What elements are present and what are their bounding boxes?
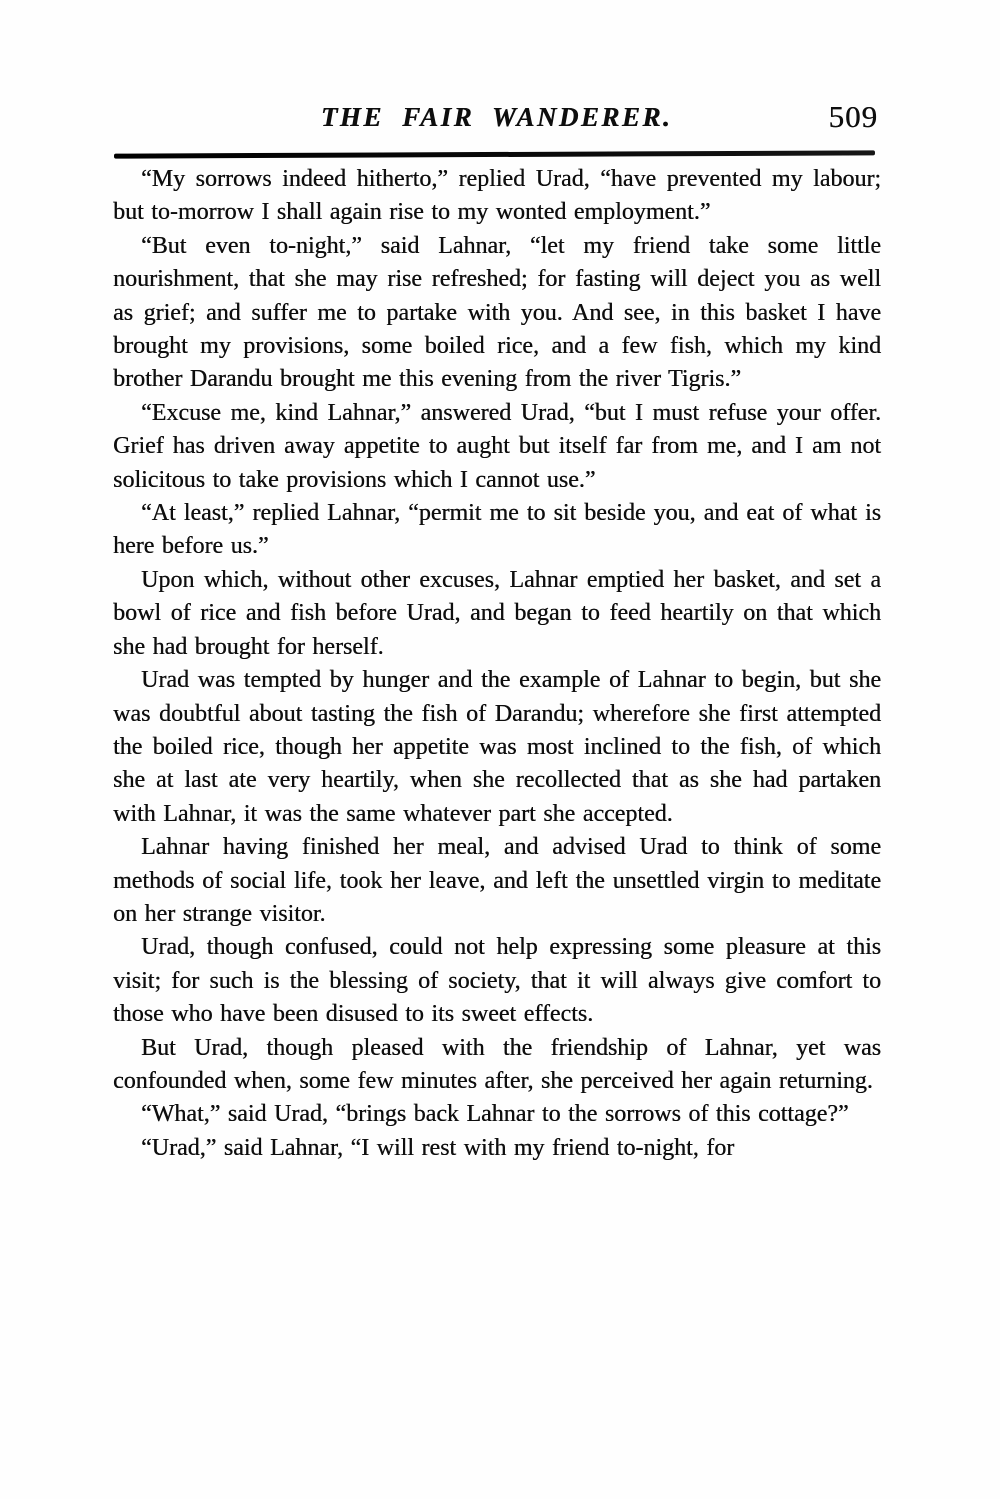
paragraph: Lahnar having finished her meal, and advised Urad to think of some methods of social life, took her leave, and left the unsettled virgin to meditate on her strange visitor. — [113, 834, 881, 927]
paragraph: But Urad, though pleased with the friendship of Lahnar, yet was confounded when, some few minutes after, she perceived her again returning. — [113, 1034, 881, 1094]
page-number: 509 — [828, 99, 878, 134]
paragraph: “My sorrows indeed hitherto,” replied Urad, “have prevented my labour; but to-morrow I shall again rise to my wonted employment.” — [113, 166, 881, 226]
page-body-text — [113, 163, 881, 1165]
paragraph: Urad, though confused, could not help expressing some pleasure at this visit; for such is the blessing of society, that it will always give comfort to those who have been disused to its sweet effects. — [113, 934, 881, 1028]
paragraph: “What,” said Urad, “brings back Lahnar to the sorrows of this cottage?” — [141, 1101, 849, 1128]
paragraph: Upon which, without other excuses, Lahnar emptied her basket, and set a bowl of rice and fish before Urad, and began to feed heartily on that which she had brought for herself. — [113, 566, 881, 660]
paragraph: “But even to-night,” said Lahnar, “let my friend take some little nourishment, that she may rise refreshed; for fasting will deject you as well as grief; and suffer me to partake with you. And see, in this basket I have brought my provisions, some boiled rice, and a few fish, which my kind brother Darandu brought me this evening from the river Tigris.” — [113, 232, 881, 393]
header-rule — [114, 150, 875, 158]
paragraph: “Urad,” said Lahnar, “I will rest with my friend to-night, for — [141, 1134, 735, 1161]
paragraph: “At least,” replied Lahnar, “permit me to sit beside you, and eat of what is here before us.” — [113, 500, 881, 560]
paragraph: Urad was tempted by hunger and the example of Lahnar to begin, but she was doubtful about tasting the fish of Darandu; wherefore she first attempted the boiled rice, though her appetite was most inclined to the fish, of which she at last ate very heartily, when she recollected that as she had partaken with Lahnar, it was the same whatever part she accepted. — [113, 667, 881, 827]
running-header-title: THE FAIR WANDERER. — [320, 102, 673, 132]
paragraph: “Excuse me, kind Lahnar,” answered Urad, “but I must refuse your offer. Grief has driven away appetite to aught but itself far from me, and I am not solicitous to take provisions which I cannot use.” — [113, 399, 881, 493]
running-head — [113, 99, 880, 144]
